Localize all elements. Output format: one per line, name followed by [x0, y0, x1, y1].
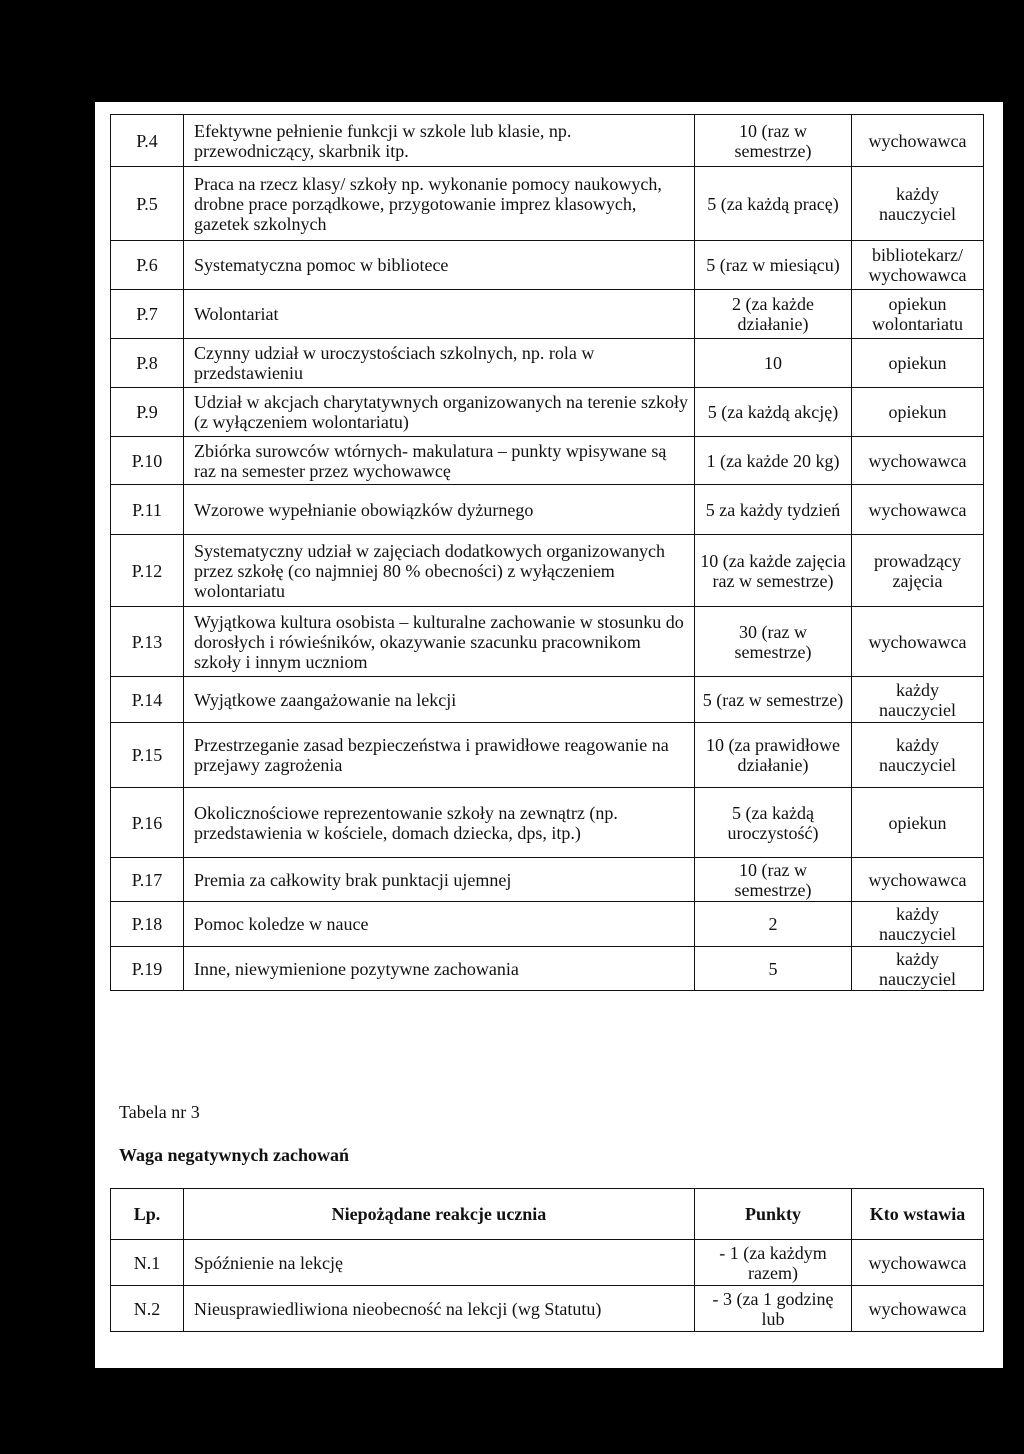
- row-description: Przestrzeganie zasad bezpieczeństwa i prawidłowe reagowanie na przejawy zagrożenia: [184, 723, 695, 788]
- row-description: Efektywne pełnienie funkcji w szkole lub klasie, np. przewodniczący, skarbnik itp.: [184, 115, 695, 167]
- table-row: [111, 1240, 984, 1286]
- row-description: Spóźnienie na lekcję: [184, 1240, 695, 1286]
- right-black-band: [1003, 0, 1024, 1454]
- row-id: P.10: [111, 437, 184, 485]
- positive-behaviour-table: [110, 114, 984, 991]
- row-description: Udział w akcjach charytatywnych organizowanych na terenie szkoły (z wyłączeniem wolontariatu): [184, 388, 695, 437]
- negative-behaviour-table: [110, 1188, 984, 1332]
- row-points: 10 (za prawidłowe działanie): [695, 723, 852, 788]
- row-points: 1 (za każde 20 kg): [695, 437, 852, 485]
- row-description: Wzorowe wypełnianie obowiązków dyżurnego: [184, 485, 695, 535]
- row-points: - 3 (za 1 godzinę lub: [695, 1286, 852, 1332]
- row-who: wychowawca: [852, 1286, 984, 1332]
- header-reactions: Niepożądane reakcje ucznia: [184, 1189, 695, 1240]
- row-id: P.6: [111, 241, 184, 290]
- row-id: P.11: [111, 485, 184, 535]
- row-id: P.7: [111, 290, 184, 339]
- row-id: P.13: [111, 607, 184, 677]
- table-row: [111, 947, 984, 991]
- row-points: 2: [695, 902, 852, 947]
- header-points: Punkty: [695, 1189, 852, 1240]
- row-description: Zbiórka surowców wtórnych- makulatura – punkty wpisywane są raz na semester przez wychowawcę: [184, 437, 695, 485]
- top-black-band: [0, 0, 1024, 102]
- row-points: 10: [695, 339, 852, 388]
- row-description: Praca na rzecz klasy/ szkoły np. wykonanie pomocy naukowych, drobne prace porządkowe, przygotowanie imprez klasowych, gazetek szkolnych: [184, 167, 695, 241]
- row-who: każdy nauczyciel: [852, 947, 984, 991]
- row-points: 2 (za każde działanie): [695, 290, 852, 339]
- table-number-caption: Tabela nr 3: [119, 1102, 200, 1122]
- table-row: [111, 858, 984, 902]
- row-points: 5 (za każdą akcję): [695, 388, 852, 437]
- table-row: [111, 437, 984, 485]
- row-who: wychowawca: [852, 1240, 984, 1286]
- table-row: [111, 241, 984, 290]
- row-id: P.16: [111, 788, 184, 858]
- row-who: wychowawca: [852, 607, 984, 677]
- row-id: P.14: [111, 677, 184, 723]
- row-who: opiekun: [852, 339, 984, 388]
- row-who: opiekun wolontariatu: [852, 290, 984, 339]
- row-who: opiekun: [852, 788, 984, 858]
- table-row: [111, 485, 984, 535]
- row-points: 5 (raz w miesiącu): [695, 241, 852, 290]
- row-description: Wolontariat: [184, 290, 695, 339]
- row-description: Systematyczna pomoc w bibliotece: [184, 241, 695, 290]
- table-row: [111, 339, 984, 388]
- row-description: Wyjątkowe zaangażowanie na lekcji: [184, 677, 695, 723]
- row-description: Czynny udział w uroczystościach szkolnych, np. rola w przedstawieniu: [184, 339, 695, 388]
- row-id: P.8: [111, 339, 184, 388]
- row-id: N.2: [111, 1286, 184, 1332]
- row-who: wychowawca: [852, 485, 984, 535]
- table-row: [111, 535, 984, 607]
- row-id: P.12: [111, 535, 184, 607]
- table-row: [111, 788, 984, 858]
- table-row: [111, 723, 984, 788]
- row-id: P.4: [111, 115, 184, 167]
- row-id: P.18: [111, 902, 184, 947]
- row-points: - 1 (za każdym razem): [695, 1240, 852, 1286]
- table-row: [111, 1286, 984, 1332]
- row-points: 10 (raz w semestrze): [695, 858, 852, 902]
- row-id: P.9: [111, 388, 184, 437]
- row-who: każdy nauczyciel: [852, 167, 984, 241]
- row-description: Inne, niewymienione pozytywne zachowania: [184, 947, 695, 991]
- row-description: Nieusprawiedliwiona nieobecność na lekcji (wg Statutu): [184, 1286, 695, 1332]
- row-id: P.19: [111, 947, 184, 991]
- row-points: 5: [695, 947, 852, 991]
- table-header-row: [111, 1189, 984, 1240]
- row-points: 10 (raz w semestrze): [695, 115, 852, 167]
- row-description: Pomoc koledze w nauce: [184, 902, 695, 947]
- row-id: P.17: [111, 858, 184, 902]
- row-who: każdy nauczyciel: [852, 902, 984, 947]
- row-id: P.15: [111, 723, 184, 788]
- row-description: Premia za całkowity brak punktacji ujemnej: [184, 858, 695, 902]
- table-row: [111, 607, 984, 677]
- row-description: Okolicznościowe reprezentowanie szkoły na zewnątrz (np. przedstawienia w kościele, domach dziecka, dps, itp.): [184, 788, 695, 858]
- row-who: wychowawca: [852, 437, 984, 485]
- row-who: opiekun: [852, 388, 984, 437]
- row-id: N.1: [111, 1240, 184, 1286]
- bottom-black-band: [0, 1368, 1024, 1454]
- row-who: wychowawca: [852, 858, 984, 902]
- row-id: P.5: [111, 167, 184, 241]
- table-row: [111, 677, 984, 723]
- row-points: 5 (za każdą pracę): [695, 167, 852, 241]
- row-who: prowadzący zajęcia: [852, 535, 984, 607]
- row-who: każdy nauczyciel: [852, 723, 984, 788]
- table-row: [111, 388, 984, 437]
- row-description: Systematyczny udział w zajęciach dodatkowych organizowanych przez szkołę (co najmniej 80 % obecności) z wyłączeniem wolontariatu: [184, 535, 695, 607]
- row-description: Wyjątkowa kultura osobista – kulturalne zachowanie w stosunku do dorosłych i rówieśników, okazywanie szacunku pracownikom szkoły i innym uczniom: [184, 607, 695, 677]
- table-title: Waga negatywnych zachowań: [119, 1145, 350, 1165]
- table-row: [111, 115, 984, 167]
- left-black-band: [0, 0, 95, 1454]
- row-points: 30 (raz w semestrze): [695, 607, 852, 677]
- row-who: każdy nauczyciel: [852, 677, 984, 723]
- row-who: bibliotekarz/ wychowawca: [852, 241, 984, 290]
- row-points: 5 (raz w semestrze): [695, 677, 852, 723]
- header-lp: Lp.: [111, 1189, 184, 1240]
- header-who: Kto wstawia: [852, 1189, 984, 1240]
- row-points: 5 (za każdą uroczystość): [695, 788, 852, 858]
- table-row: [111, 167, 984, 241]
- table-row: [111, 290, 984, 339]
- table-row: [111, 902, 984, 947]
- row-who: wychowawca: [852, 115, 984, 167]
- row-points: 10 (za każde zajęcia raz w semestrze): [695, 535, 852, 607]
- row-points: 5 za każdy tydzień: [695, 485, 852, 535]
